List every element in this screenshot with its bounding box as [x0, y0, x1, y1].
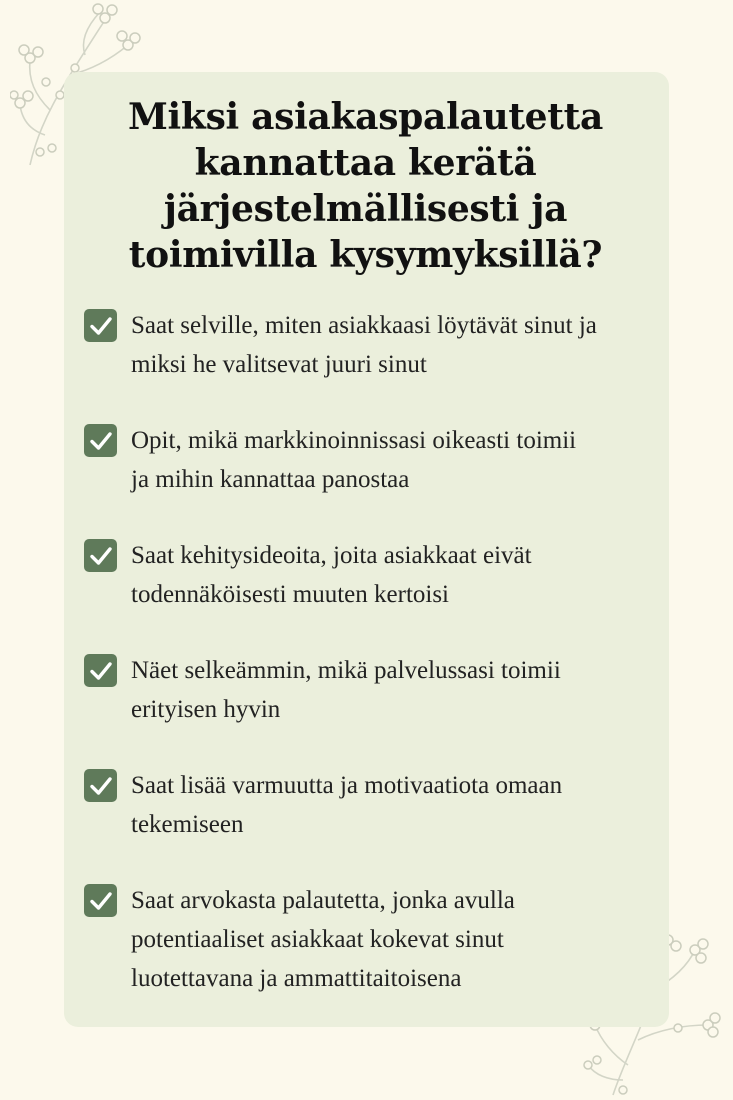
list-item-line: luotettavana ja ammattitaitoisena	[131, 965, 462, 992]
benefits-list	[84, 306, 647, 998]
list-item	[84, 306, 647, 384]
list-item-text	[131, 421, 576, 499]
checkmark-icon	[84, 424, 117, 457]
title-line: kannattaa kerätä	[194, 142, 537, 184]
list-item-line: tekemiseen	[131, 811, 244, 838]
list-item-line: Näet selkeämmin, mikä palvelussasi toimii	[131, 657, 561, 684]
list-item	[84, 536, 647, 614]
list-item-line: Saat kehitysideoita, joita asiakkaat eivät	[131, 542, 532, 569]
list-item-text	[131, 881, 515, 998]
list-item	[84, 651, 647, 729]
list-item-line: Opit, mikä markkinoinnissasi oikeasti toimii	[131, 427, 577, 454]
list-item	[84, 881, 647, 998]
list-item-line: ja mihin kannattaa panostaa	[131, 466, 410, 493]
list-item	[84, 421, 647, 499]
list-item-line: potentiaaliset asiakkaat kokevat sinut	[131, 926, 504, 953]
list-item-text	[131, 766, 562, 844]
list-item-text	[131, 536, 532, 614]
checkmark-icon	[84, 654, 117, 687]
list-item-line: Saat arvokasta palautetta, jonka avulla	[131, 887, 515, 914]
checkmark-icon	[84, 309, 117, 342]
title-line: Miksi asiakaspalautetta	[128, 96, 603, 138]
list-item-line: todennäköisesti muuten kertoisi	[131, 581, 450, 608]
list-item	[84, 766, 647, 844]
list-item-line: erityisen hyvin	[131, 696, 281, 723]
list-item-text	[131, 651, 561, 729]
checkmark-icon	[84, 539, 117, 572]
content-card	[64, 72, 669, 1027]
list-item-line: miksi he valitsevat juuri sinut	[131, 351, 427, 378]
checkmark-icon	[84, 769, 117, 802]
title-line: toimivilla kysymyksillä?	[128, 234, 603, 276]
checkmark-icon	[84, 884, 117, 917]
list-item-line: Saat selville, miten asiakkaasi löytävät sinut ja	[131, 312, 597, 339]
list-item-line: Saat lisää varmuutta ja motivaatiota omaan	[131, 772, 563, 799]
list-item-text	[131, 306, 597, 384]
title-line: järjestelmällisesti ja	[163, 188, 568, 230]
page-title	[84, 94, 647, 278]
